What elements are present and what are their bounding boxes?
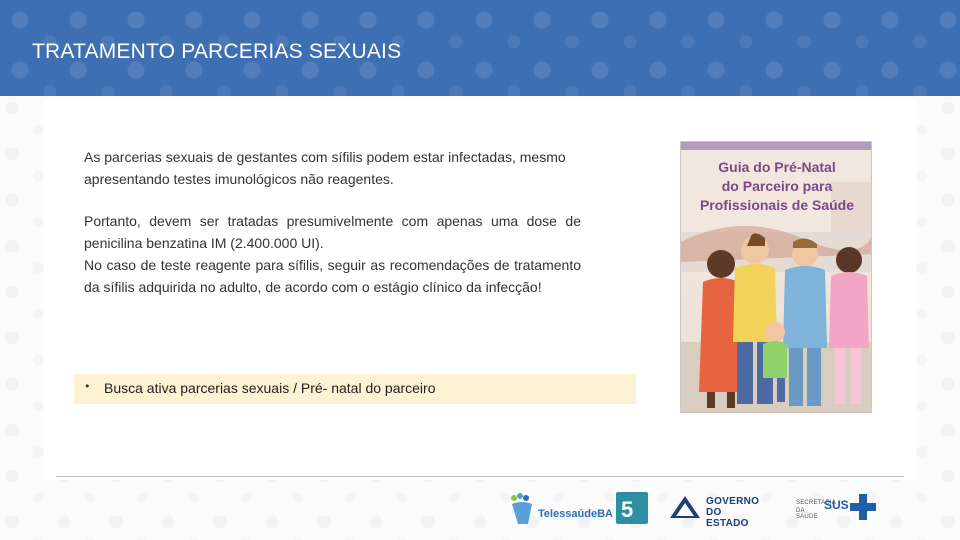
bahia-triangle-icon	[670, 496, 700, 518]
telessaude-logo-icon	[508, 490, 538, 526]
paragraph-reactive-test: No caso de teste reagente para sífilis, seguir as recomendações de tratamento da sífilis adquirida no adulto, de acordo com o estágio clínico da infecção!	[84, 257, 581, 295]
svg-text:5: 5	[621, 497, 634, 522]
bullet-icon: •	[84, 380, 91, 393]
governo-logo: GOVERNO DO ESTADO SECRETARIA DA SAÚDE	[670, 496, 700, 522]
sus-logo-text: SUS	[824, 498, 849, 512]
footer-logos	[508, 488, 888, 530]
cover-title: Guia do Pré-Natal do Parceiro para Profissionais de Saúde	[699, 159, 855, 213]
anos-logo-icon	[616, 492, 656, 524]
paragraph-treatment: Portanto, devem ser tratadas presumivelmente com apenas uma dose de penicilina benzatina IM (2.400.000 UI).	[84, 213, 581, 251]
telessaude-logo-text: TelessaúdeBA	[538, 508, 613, 520]
paragraph-intro: As parcerias sexuais de gestantes com sífilis podem estar infectadas, mesmo apresentando testes imunológicos não reagentes.	[84, 149, 566, 187]
highlight-text: Busca ativa parcerias sexuais / Pré- natal do parceiro	[104, 380, 436, 396]
guide-cover-image	[680, 141, 872, 413]
page-title: TRATAMENTO PARCERIAS SEXUAIS	[32, 40, 402, 63]
sus-cross-icon	[850, 494, 876, 520]
highlight-box	[74, 374, 636, 404]
footer-divider	[56, 476, 904, 477]
title-bar	[0, 0, 960, 96]
